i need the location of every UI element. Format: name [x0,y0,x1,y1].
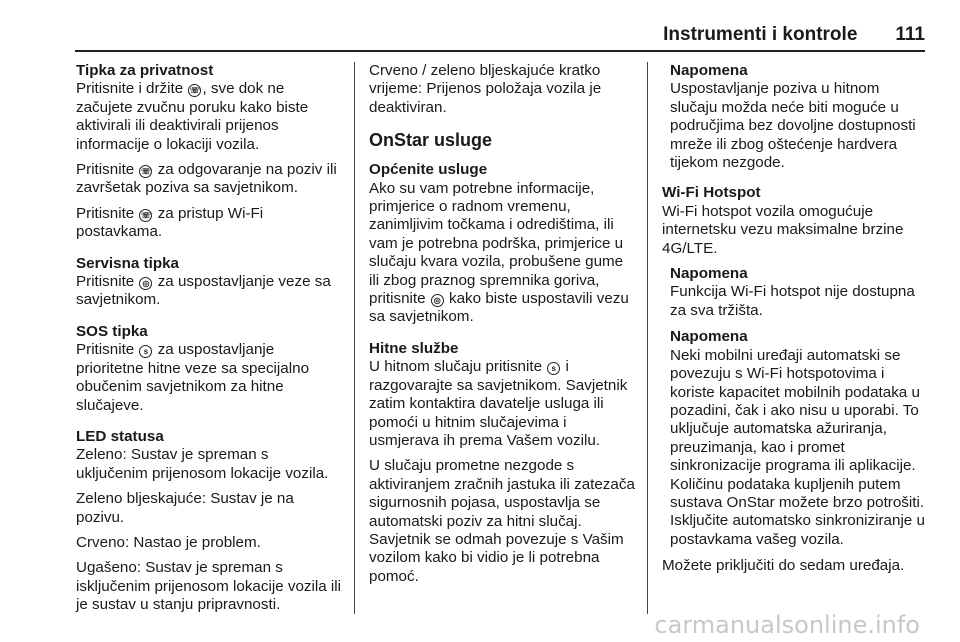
note-2 [662,265,928,320]
devices-paragraph: Možete priključiti do sedam uređaja. [662,557,905,575]
note-3 [662,328,928,549]
note-heading: Napomena [670,265,748,283]
general-services-paragraph [369,180,635,327]
led-paragraph-1: Zeleno: Sustav je spreman s uključenim prijenosom lokacije vozila. [76,446,329,482]
privacy-paragraph-1 [76,80,342,154]
note-text: Uspostavljanje poziva u hitnom slučaju možda neće biti moguće u područjima bez dovoljne dostupnosti mreže ili zbog oštećenje hardvera tijekom nezgode. [670,80,916,172]
sos-circle-icon: s [139,345,152,358]
privacy-heading: Tipka za privatnost [76,62,214,79]
text: Pritisnite i držite [76,80,184,98]
text: za pristup Wi-Fi postavkama. [76,204,264,241]
sos-paragraph [76,341,342,415]
general-services-heading: Općenite usluge [369,161,488,179]
privacy-paragraph-3 [76,205,342,242]
phone-circle-icon: ☏ [140,210,151,220]
note-text: Funkcija Wi-Fi hotspot nije dostupna za sva tržišta. [670,283,915,319]
note-1 [662,62,928,172]
text: za uspostavljanje prioritetne hitne veze sa specijalno obučenim savjetnikom za hitne slučajeve. [76,341,310,414]
onstar-heading: OnStar usluge [369,130,493,151]
service-heading: Servisna tipka [76,254,179,272]
text: i razgovarajte sa savjetnikom. Savjetnik zatim kontaktira davatelje usluga ili pomoći u hitnim slučajevima i usmjerava ih prema Vašem vozilu. [369,358,628,449]
column-1 [76,62,342,622]
page-header [75,20,925,52]
text: Pritisnite [76,161,135,179]
column-divider-1 [354,62,355,614]
page-number: 111 [895,24,925,45]
led-paragraph-4: Ugašeno: Sustav je spreman s isključenim prijenosom lokacije vozila ili je sustav u stanju pripravnosti. [76,559,342,614]
text: Pritisnite [76,204,135,222]
text: kako biste uspostavili vezu sa savjetnikom. [369,290,629,326]
sos-heading: SOS tipka [76,322,148,340]
text: U hitnom slučaju pritisnite [369,358,543,376]
privacy-paragraph-2 [76,161,342,198]
emergency-paragraph-1 [369,358,635,450]
emergency-heading: Hitne službe [369,339,459,357]
text: Ako su vam potrebne informacije, primjerice o radnom vremenu, zanimljivim točkama i odredištima, ili vam je potrebna podrška, primjerice u slučaju kvara vozila, probušene gume ili zbog praznog spremnika goriva, pritisnite [369,179,624,308]
phone-circle-icon: ☏ [140,167,151,177]
note-text: Neki mobilni uređaji automatski se povezuju s Wi-Fi hotspotovima i koriste kapacitet mobilnih podataka u pozadini, čak i ako nisu u uporabi. To uključuje automatska ažuriranja, preuzimanja, kao i promet sinkronizacije programa ili aplikacije. Količinu podataka kupljenih putem sustava OnStar možete brzo potrošiti. Isključite automatsko sinkroniziranje u postavkama vašeg vozila. [670,346,925,548]
text: za uspostavljanje veze sa savjetnikom. [76,273,331,309]
text: Pritisnite [76,341,135,359]
led-heading: LED statusa [76,427,164,445]
led-paragraph-3: Crveno: Nastao je problem. [76,533,261,551]
column-3 [662,62,928,583]
text: Pritisnite [76,273,135,291]
note-heading: Napomena [670,62,748,79]
column-divider-2 [647,62,648,614]
wifi-heading: Wi-Fi Hotspot [662,184,761,202]
onstar-circle-icon: ◎ [431,294,444,307]
note-heading: Napomena [670,328,748,346]
onstar-circle-icon: ◎ [139,277,152,290]
section-title: Instrumenti i kontrole [663,24,858,45]
service-paragraph [76,273,342,310]
phone-circle-icon: ☏ [189,86,200,96]
flash-paragraph: Crveno / zeleno bljeskajuće kratko vrijeme: Prijenos položaja vozila je deaktiviran. [369,62,602,116]
led-paragraph-2: Zeleno bljeskajuće: Sustav je na pozivu. [76,490,294,526]
text: , sve dok ne začujete zvučnu poruku kako biste aktivirali ili deaktivirali prijenos informacije o lokaciji vozila. [76,80,309,153]
sos-circle-icon: s [547,362,560,375]
wifi-paragraph: Wi-Fi hotspot vozila omogućuje internetsku vezu maksimalne brzine 4G/LTE. [662,202,904,257]
column-2 [369,62,635,593]
watermark: carmanualsonline.info [654,611,920,639]
emergency-paragraph-2: U slučaju prometne nezgode s aktiviranjem zračnih jastuka ili zatezača sigurnosnih pojasa, uspostavlja se automatski poziv za hitni slučaj. Savjetnik se odmah povezuje s Vašim vozilom kako bi vidio je li potrebna pomoć. [369,457,635,585]
text: za odgovaranje na poziv ili završetak poziva sa savjetnikom. [76,161,337,197]
